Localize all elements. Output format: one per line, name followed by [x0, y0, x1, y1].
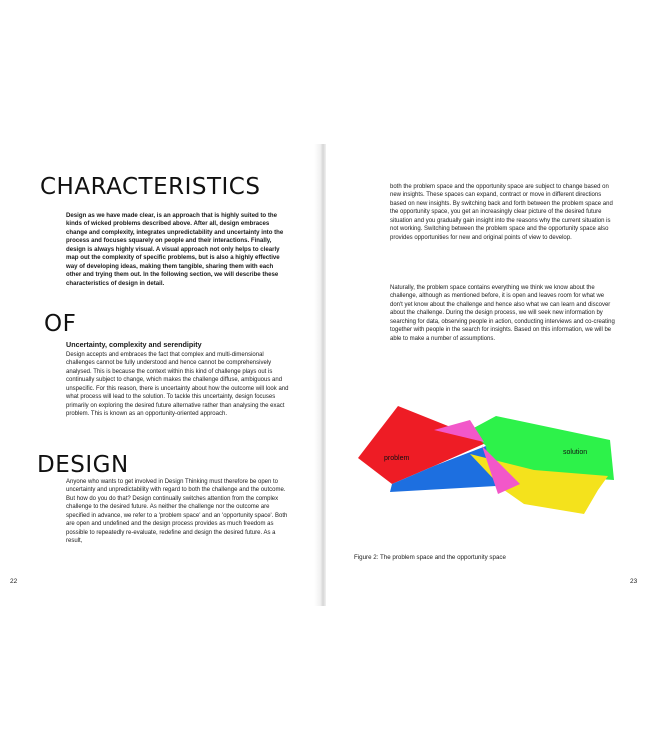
problem-label: problem	[384, 455, 410, 462]
body-paragraph-1: Design accepts and embraces the fact that complex and multi-dimensional challenges cannot be fully understood and hence cannot be comprehensively analysed. This is because the context within this kind of challenge plays out is continually subject to change, which makes the challenge diffuse, ambiguous and unspecific. For this reason, there is uncertainty about how the outcome will look and what process will lead to the solution. To tackle this uncertainty, design focuses primarily on exploring the desired future alternative rather than analysing the exact problem. This is known as an opportunity-oriented approach.	[66, 352, 289, 418]
figure-caption: Figure 2: The problem space and the opportunity space	[354, 554, 506, 561]
heading-of: OF	[44, 311, 77, 337]
right-paragraph-1: both the problem space and the opportunity space are subject to change based on new insights. These spaces can expand, contract or move in different directions based on new insights. By switching back and forth between the problem space and the opportunity space, you get an increasingly clear picture of the desired future situation and you gradually gain insight into the reasons why the current situation is not working. Switching between the problem space and the opportunity space also provides opportunities for new and original points of view to develop.	[390, 184, 613, 241]
solution-label: solution	[563, 449, 588, 456]
right-page	[326, 144, 650, 606]
problem-opportunity-figure	[358, 398, 626, 518]
heading-characteristics: CHARACTERISTICS	[40, 174, 261, 200]
page-number-right: 23	[630, 578, 638, 585]
intro-paragraph: Design as we have made clear, is an approach that is highly suited to the kinds of wicked problems described above. After all, design embraces change and complexity, integrates unpredictability and uncertainty into the process and focuses squarely on people and their interactions. Finally, design is always highly visual. A visual approach not only helps to clearly map out the complexity of specific problems, but is also a highly effective way of developing ideas, making them tangible, sharing them with each other and trying them out. In the following section, we will describe these characteristics of design in detail.	[66, 212, 284, 287]
subheading-uncertainty: Uncertainty, complexity and serendipity	[66, 340, 202, 349]
right-paragraph-2: Naturally, the problem space contains everything we think we know about the challenge, although as mentioned before, it is open and leaves room for what we don't yet know about the challenge and hence also what we can learn and discover about the challenge. During the design process, we will seek new information by searching for data, observing people in action, conducting interviews and co-creating together with people in the search for insights. Based on this information, we will be able to make a number of assumptions.	[390, 285, 615, 342]
heading-design: DESIGN	[37, 452, 129, 478]
book-spread	[0, 144, 650, 606]
page-number-left: 22	[10, 578, 18, 585]
left-page	[0, 144, 322, 606]
body-paragraph-2: Anyone who wants to get involved in Design Thinking must therefore be open to uncertainty and unpredictability with regard to both the challenge and the outcome. But how do you do that? Design continually switches attention from the complex challenge to the desired future. As neither the challenge nor the outcome are specified in advance, we refer to a 'problem space' and an 'opportunity space'. Both are open and undefined and the design process provides as much freedom as possible to repeatedly re-evaluate, redefine and design the desired future. As a result,	[66, 479, 288, 545]
